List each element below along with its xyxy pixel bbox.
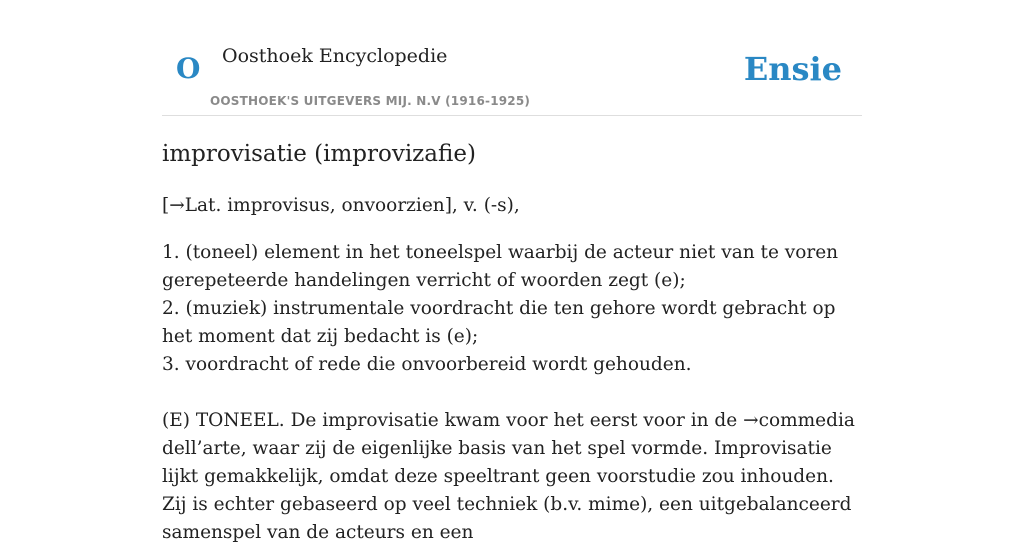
definition-list [162,239,862,379]
site-header [162,0,862,116]
entry-article [162,138,862,543]
definition-item: 2. (muziek) instrumentale voordracht die ten gehore wordt gebracht op het moment dat zij bedacht is (e); [162,298,836,347]
definition-item: 3. voordracht of rede die onvoorbereid wordt gehouden. [162,354,692,375]
ensie-brand-link[interactable]: Ensie [743,50,842,88]
page-container [162,0,862,543]
site-logo[interactable]: O [176,52,201,85]
publisher-subtitle: OOSTHOEK'S UITGEVERS MIJ. N.V (1916-1925) [210,94,531,108]
entry-body-text: (E) TONEEL. De improvisatie kwam voor het eerst voor in de →commedia dell’arte, waar zij de eigenlijke basis van het spel vormde. Improvisatie lijkt gemakkelijk, omdat deze speeltrant geen voorstudie zou inhouden. Zij is echter gebaseerd op veel techniek (b.v. mime), een uitgebalanceerd samenspel van de acteurs en een [162,410,855,543]
entry-title: improvisatie (improvizafie) [162,141,476,167]
site-title[interactable]: Oosthoek Encyclopedie [222,45,448,67]
definition-item: 1. (toneel) element in het toneelspel waarbij de acteur niet van te voren gerepeteerde handelingen verricht of woorden zegt (e); [162,242,839,291]
entry-etymology: [→Lat. improvisus, onvoorzien], v. (-s), [162,195,520,216]
